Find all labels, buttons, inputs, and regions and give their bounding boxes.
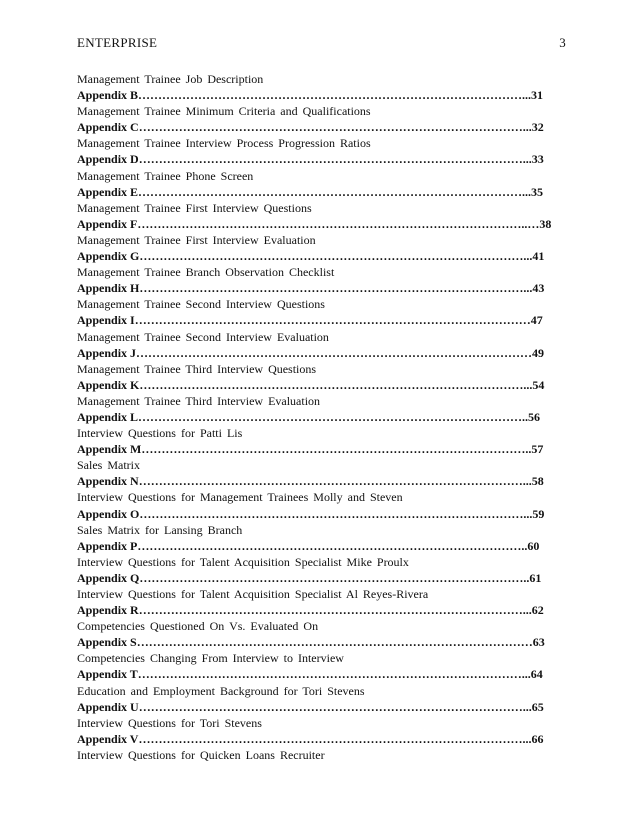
toc-entry-appendix-v[interactable]: Appendix V……………………………………………………………………………………...66 [77,731,544,746]
toc-description: Management Trainee Branch Observation Checklist [77,265,335,280]
toc-entry-appendix-j[interactable]: Appendix J………………………………………………………………………………………49 [77,345,545,360]
toc-entry-appendix-l[interactable]: Appendix L……………………………………………………………………………………..56 [77,409,541,424]
toc-entry-appendix-k[interactable]: Appendix K……………………………………………………………………………………...54 [77,377,545,392]
toc-entry-appendix-o[interactable]: Appendix O……………………………………………………………………………………...59 [77,506,545,521]
toc-description: Interview Questions for Tori Stevens [77,715,262,730]
toc-description: Interview Questions for Talent Acquisition Specialist Al Reyes-Rivera [77,587,429,601]
toc-entry-appendix-f[interactable]: Appendix F……………………………………………………………………………………..…38 [77,216,552,231]
toc-entry-appendix-s[interactable]: Appendix S………………………………………………………………………………………63 [77,635,545,650]
toc-description: Management Trainee First Interview Questions [77,200,312,215]
toc-description: Interview Questions for Quicken Loans Recruiter [77,747,325,762]
toc-entry-appendix-b[interactable]: Appendix B……………………………………………………………………………………...31 [77,88,544,103]
toc-description: Management Trainee Phone Screen [77,168,254,183]
toc-description: Interview Questions for Patti Lis [77,426,243,441]
page-number: 3 [559,35,566,50]
toc-description: Sales Matrix [77,458,140,473]
toc-description: Sales Matrix for Lansing Branch [77,522,243,537]
toc-entry-appendix-n[interactable]: Appendix N……………………………………………………………………………………...58 [77,474,544,489]
toc-entry-appendix-u[interactable]: Appendix U……………………………………………………………………………………...65 [77,699,544,714]
toc-description: Education and Employment Background for Tori Stevens [77,683,365,698]
toc-description: Management Trainee Second Interview Questions [77,297,325,312]
running-head: ENTERPRISE [77,35,158,50]
toc-entry-appendix-g[interactable]: Appendix G……………………………………………………………………………………...41 [77,249,545,264]
toc-entry-appendix-i[interactable]: Appendix I………………………………………………………………………………………47 [77,313,543,328]
toc-description: Management Trainee Minimum Criteria and Qualifications [77,104,371,119]
toc-description: Management Trainee Job Description [77,72,264,86]
toc-description: Management Trainee Interview Process Progression Ratios [77,136,371,151]
toc-entry-appendix-m[interactable]: Appendix M……………………………………………………………………………………..57 [77,442,544,457]
toc-entry-appendix-q[interactable]: Appendix Q……………………………………………………………………………………..61 [77,570,542,585]
toc-description: Management Trainee First Interview Evaluation [77,232,316,247]
toc-description: Management Trainee Third Interview Questions [77,361,317,376]
toc-description: Interview Questions for Talent Acquisition Specialist Mike Proulx [77,554,409,569]
table-of-contents [77,71,565,763]
toc-description: Competencies Changing From Interview to Interview [77,651,344,666]
toc-entry-appendix-e[interactable]: Appendix E……………………………………………………………………………………...35 [77,184,544,199]
toc-entry-appendix-p[interactable]: Appendix P……………………………………………………………………………………..60 [77,538,540,553]
toc-entry-appendix-d[interactable]: Appendix D……………………………………………………………………………………...33 [77,152,544,167]
toc-description: Competencies Questioned On Vs. Evaluated On [77,619,319,634]
page-header [77,35,566,51]
toc-entry-appendix-t[interactable]: Appendix T……………………………………………………………………………………...64 [77,667,543,682]
toc-entry-appendix-r[interactable]: Appendix R……………………………………………………………………………………...62 [77,603,544,618]
toc-entry-appendix-h[interactable]: Appendix H……………………………………………………………………………………...43 [77,281,545,296]
toc-description: Management Trainee Second Interview Evaluation [77,329,329,344]
toc-entry-appendix-c[interactable]: Appendix C……………………………………………………………………………………...32 [77,120,544,135]
toc-description: Interview Questions for Management Trainees Molly and Steven [77,490,403,505]
toc-description: Management Trainee Third Interview Evaluation [77,393,321,408]
